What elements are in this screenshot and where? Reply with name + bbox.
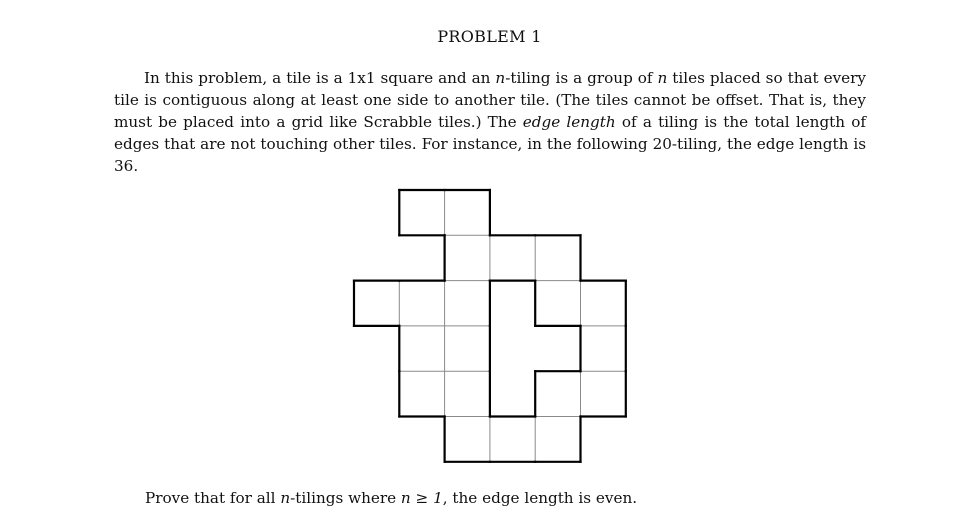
variable-n: n — [280, 489, 291, 507]
tiling-grid — [354, 190, 626, 462]
variable-n: n — [657, 69, 668, 87]
paragraph-text-3: tiles placed so that every tile is contiguous along at least one side to another tile. (The tiles cannot be offset. That is, they must be placed into a grid like Scrabble tiles.) The — [114, 69, 867, 131]
prove-statement — [145, 487, 637, 509]
paragraph-text-4: of a tiling is the total length of edges that are not touching other tiles. For instance, in the following 20-tiling, the edge length is 36. — [114, 113, 867, 175]
variable-n: n — [495, 69, 506, 87]
edge-length-term: edge length — [522, 113, 616, 131]
prove-text-3: , the edge length is even. — [442, 489, 638, 507]
prove-text-2: -tilings where — [290, 489, 401, 507]
paragraph-text-2: -tiling is a group of — [505, 69, 658, 87]
problem-title: PROBLEM 1 — [437, 27, 542, 46]
paragraph-text-1: In this problem, a tile is a 1x1 square and an — [144, 69, 496, 87]
prove-condition: n ≥ 1 — [400, 489, 443, 507]
prove-text-1: Prove that for all — [145, 489, 281, 507]
